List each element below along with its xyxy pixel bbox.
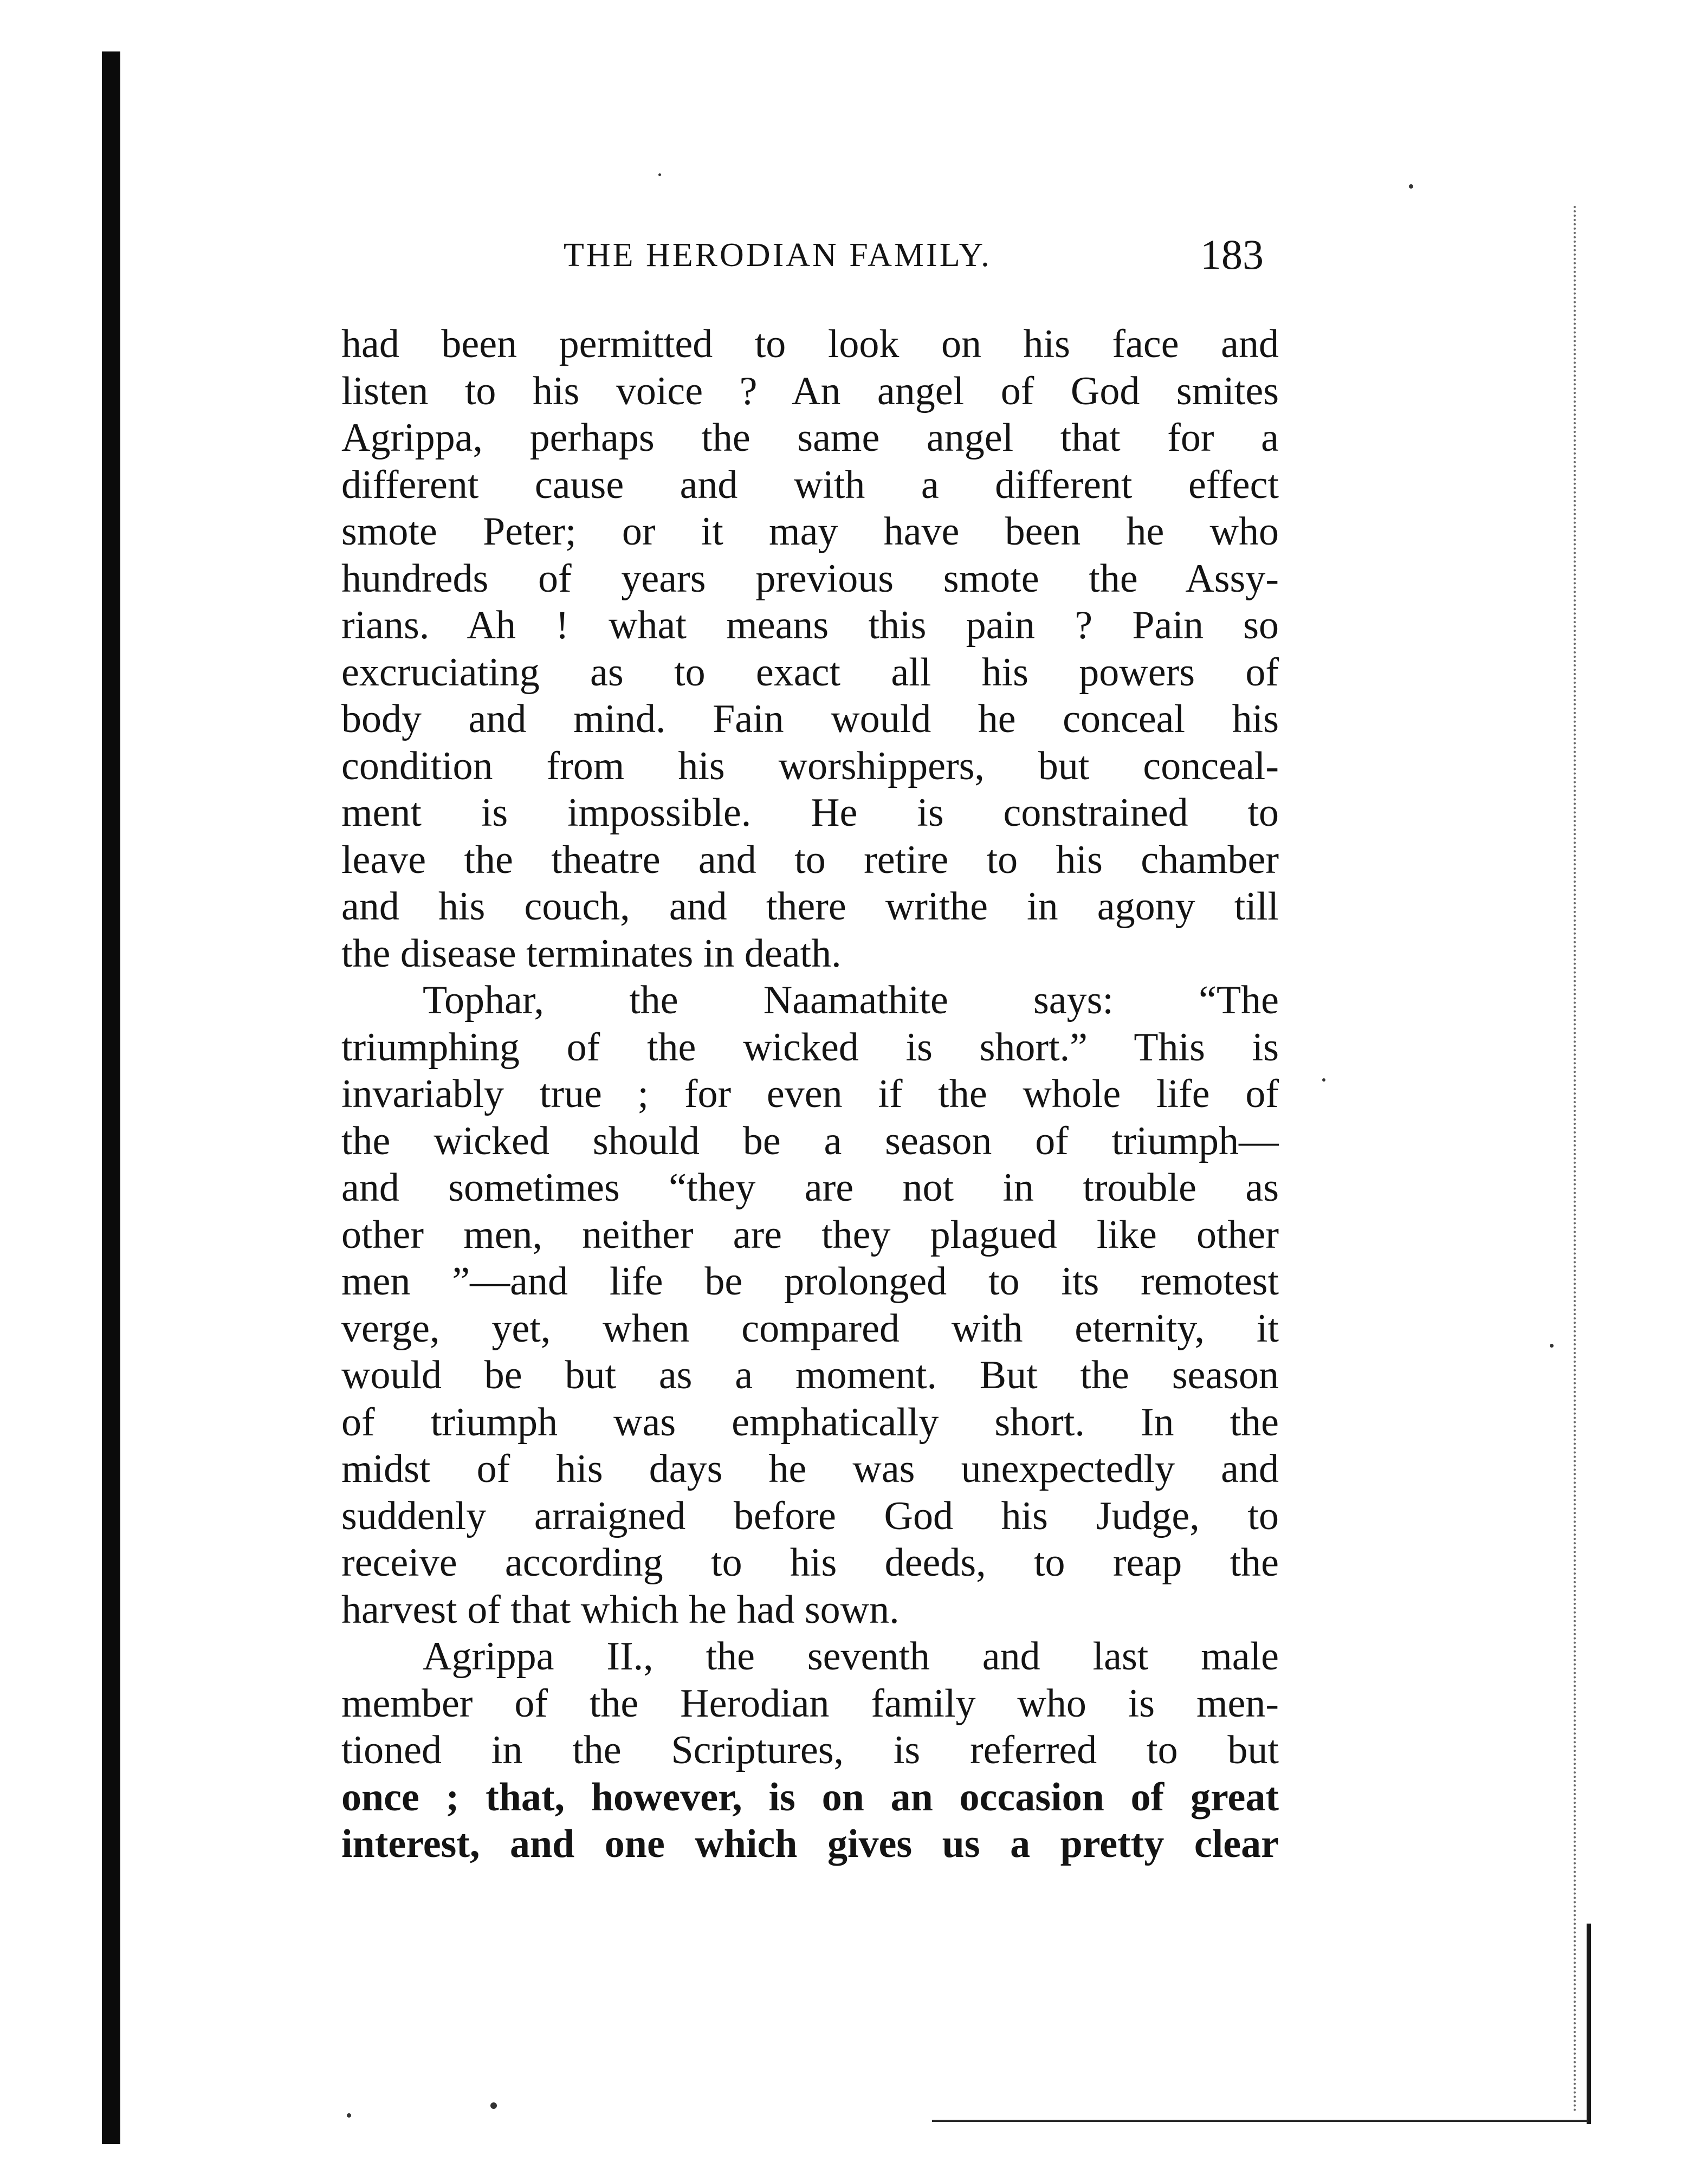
text-line: hundreds of years previous smote the Assy-	[341, 556, 1279, 601]
text-line: the wicked should be a season of triumph—	[341, 1118, 1279, 1163]
binding-edge	[102, 51, 120, 2144]
text-line: invariably true ; for even if the whole life of	[341, 1072, 1279, 1116]
page-number: 183	[1200, 231, 1264, 278]
scan-speck	[347, 2113, 351, 2118]
text-line: of triumph was emphatically short. In the	[341, 1400, 1279, 1445]
text-line: leave the theatre and to retire to his chamber	[341, 837, 1279, 882]
text-line: men ”—and life be prolonged to its remotest	[341, 1259, 1279, 1304]
paragraph-start-line: Agrippa II., the seventh and last male	[423, 1634, 1279, 1679]
text-line: other men, neither are they plagued like other	[341, 1212, 1279, 1257]
text-line: had been permitted to look on his face and	[341, 322, 1279, 366]
scan-speck	[658, 173, 661, 176]
scan-speck	[1322, 1078, 1325, 1082]
text-line: verge, yet, when compared with eternity, it	[341, 1306, 1279, 1351]
text-line: and sometimes “they are not in trouble as	[341, 1166, 1279, 1210]
bottom-edge-line	[932, 2120, 1588, 2122]
text-line: ment is impossible. He is constrained to	[341, 791, 1279, 835]
text-line: member of the Herodian family who is men-	[341, 1681, 1279, 1726]
running-head: THE HERODIAN FAMILY.	[564, 237, 992, 274]
body-text	[341, 321, 1279, 1868]
paragraph-end-line: the disease terminates in death.	[341, 931, 842, 976]
page-trim-edge-dark	[1587, 1924, 1591, 2124]
page-trim-edge	[1574, 206, 1576, 2113]
paragraph-start-line: Tophar, the Naamathite says: “The	[423, 978, 1279, 1022]
text-line: interest, and one which gives us a pretty clear	[341, 1822, 1279, 1866]
text-line: smote Peter; or it may have been he who	[341, 509, 1279, 554]
text-line: different cause and with a different effect	[341, 462, 1279, 507]
text-line: rians. Ah ! what means this pain ? Pain so	[341, 603, 1279, 648]
text-line: midst of his days he was unexpectedly and	[341, 1447, 1279, 1491]
scan-speck	[1409, 184, 1413, 189]
text-line: suddenly arraigned before God his Judge, to	[341, 1493, 1279, 1538]
text-line: triumphing of the wicked is short.” This is	[341, 1025, 1279, 1070]
text-line: and his couch, and there writhe in agony till	[341, 884, 1279, 929]
text-line: body and mind. Fain would he conceal his	[341, 697, 1279, 741]
text-line: receive according to his deeds, to reap the	[341, 1540, 1279, 1585]
text-line: would be but as a moment. But the season	[341, 1353, 1279, 1397]
text-line: listen to his voice ? An angel of God smites	[341, 368, 1279, 413]
text-line: Agrippa, perhaps the same angel that for a	[341, 416, 1279, 460]
text-line: tioned in the Scriptures, is referred to but	[341, 1728, 1279, 1772]
scan-speck	[490, 2102, 497, 2109]
text-line: excruciating as to exact all his powers of	[341, 650, 1279, 695]
text-line: condition from his worshippers, but conceal-	[341, 743, 1279, 788]
text-line: once ; that, however, is on an occasion of great	[341, 1775, 1279, 1820]
paragraph-end-line: harvest of that which he had sown.	[341, 1587, 900, 1632]
scan-speck	[1550, 1344, 1554, 1348]
